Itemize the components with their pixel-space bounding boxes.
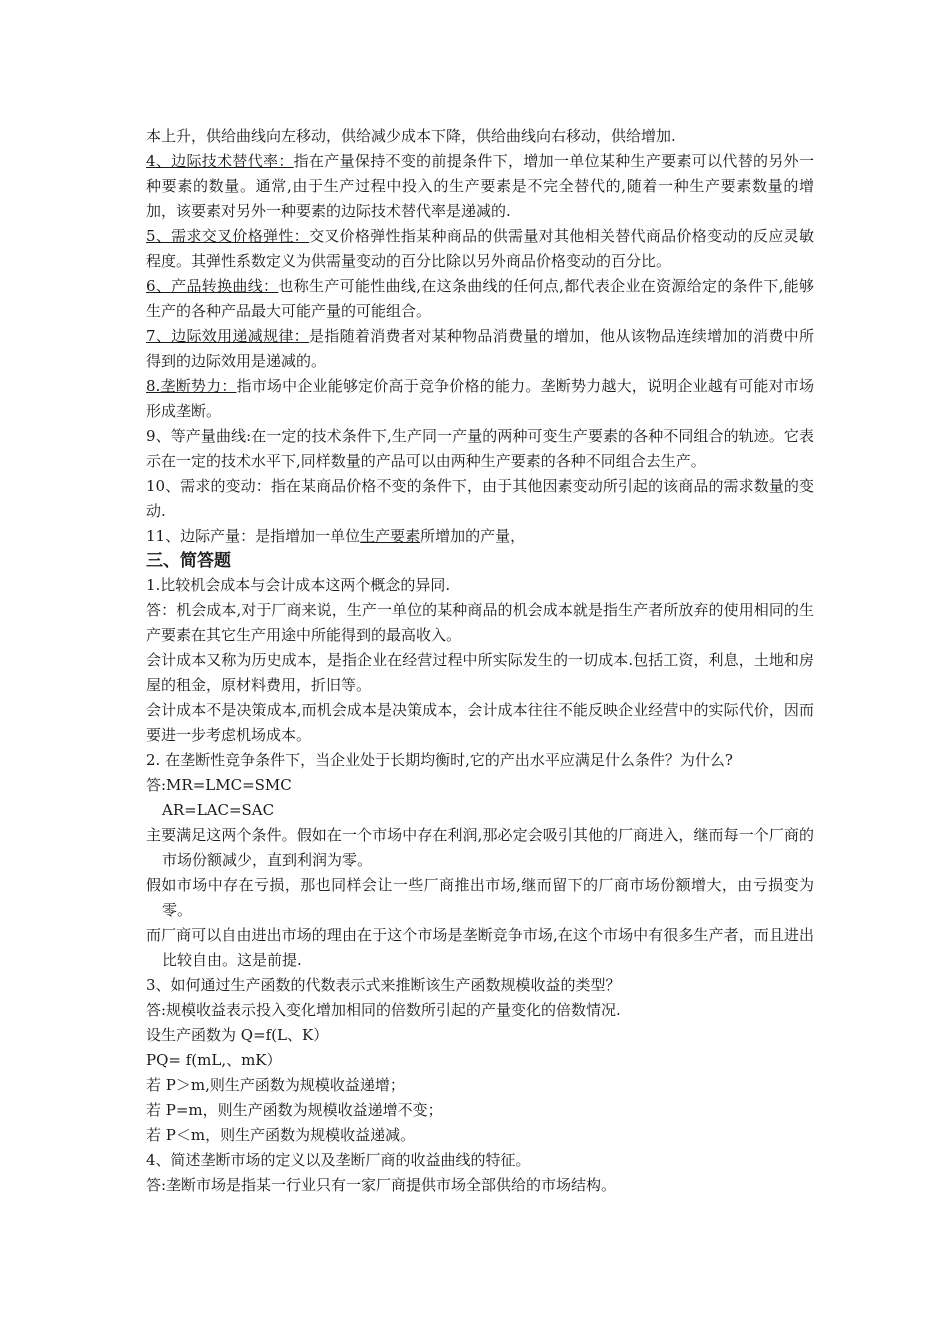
answer-3-part-4: 若 P＞m,则生产函数为规模收益递增； [146, 1076, 405, 1094]
definition-10: 10、需求的变动：指在某商品价格不变的条件下，由于其他因素变动所引起的该商品的需求数量的变动. [146, 477, 814, 520]
question-1: 1.比较机会成本与会计成本这两个概念的异同. [146, 576, 451, 594]
definition-9: 9、等产量曲线:在一定的技术条件下,生产同一产量的两种可变生产要素的各种不同组合的轨迹。它表示在一定的技术水平下,同样数量的产品可以由两种生产要素的各种不同组合去生产。 [146, 427, 814, 470]
answer-2-part-3: 而厂商可以自由进出市场的理由在于这个市场是垄断竞争市场,在这个市场中有很多生产者，而且进出比较自由。这是前提. [146, 926, 814, 969]
term-mrts: 4、边际技术替代率： [146, 152, 294, 170]
question-3: 3、如何通过生产函数的代数表示式来推断该生产函数规模收益的类型？ [146, 976, 621, 994]
definition-4-body: 指在产量保持不变的前提条件下，增加一单位某种生产要素可以代替的另外一种要素的数量。通常,由于生产过程中投入的生产要素是不完全替代的,随着一种生产要素数量的增加，该要素对另外一种要素的边际技术替代率是递减的. [146, 152, 814, 220]
definition-11 [146, 524, 814, 549]
definition-7-body: 是指随着消费者对某种物品消费量的增加，他从该物品连续增加的消费中所得到的边际效用是递减的。 [146, 327, 814, 370]
definition-5-body: 交叉价格弹性指某种商品的供需量对其他相关替代商品价格变动的反应灵敏程度。其弹性系数定义为供需量变动的百分比除以另外商品价格变动的百分比。 [146, 227, 814, 270]
definition-6 [146, 274, 814, 324]
definition-4 [146, 149, 814, 224]
paragraph-supply-shift: 本上升，供给曲线向左移动，供给减少成本下降，供给曲线向右移动，供给增加. [146, 127, 676, 145]
document-page [146, 124, 814, 1198]
definition-5 [146, 224, 814, 274]
link-factor-of-production[interactable]: 生产要素 [360, 527, 421, 545]
answer-1-part-2: 会计成本又称为历史成本，是指企业在经营过程中所实际发生的一切成本.包括工资，利息，土地和房屋的租金，原材料费用，折旧等。 [146, 651, 814, 694]
term-cross-elasticity: 5、需求交叉价格弹性： [146, 227, 309, 245]
question-4: 4、简述垄断市场的定义以及垄断厂商的收益曲线的特征。 [146, 1151, 531, 1169]
answer-2-part-2: 假如市场中存在亏损，那也同样会让一些厂商推出市场,继而留下的厂商市场份额增大，由亏损变为零。 [146, 876, 814, 919]
definition-8-body: 指市场中企业能够定价高于竞争价格的能力。垄断势力越大，说明企业越有可能对市场形成垄断。 [146, 377, 814, 420]
answer-2-equation-2: AR=LAC=SAC [162, 801, 275, 819]
question-2: 2. 在垄断性竞争条件下，当企业处于长期均衡时,它的产出水平应满足什么条件？为什么? [146, 751, 733, 769]
term-transformation-curve: 6、产品转换曲线： [146, 277, 279, 295]
answer-4-part-1: 答:垄断市场是指某一行业只有一家厂商提供市场全部供给的市场结构。 [146, 1176, 617, 1194]
term-diminishing-utility: 7、边际效用递减规律： [146, 327, 309, 345]
answer-3-part-3: PQ= f(mL,、mK） [146, 1051, 282, 1069]
definition-6-body: 也称生产可能性曲线,在这条曲线的任何点,都代表企业在资源给定的条件下,能够生产的各种产品最大可能产量的可能组合。 [146, 277, 814, 320]
answer-3-part-2: 设生产函数为 Q=f(L、K） [146, 1026, 329, 1044]
definition-7 [146, 324, 814, 374]
answer-3-part-6: 若 P＜m，则生产函数为规模收益递减。 [146, 1126, 416, 1144]
answer-1-part-3: 会计成本不是决策成本,而机会成本是决策成本，会计成本往往不能反映企业经营中的实际代价，因而要进一步考虑机场成本。 [146, 701, 814, 744]
definition-8 [146, 374, 814, 424]
definition-11-text: 11、边际产量：是指增加一单位 [146, 527, 361, 545]
answer-3-part-1: 答:规模收益表示投入变化增加相同的倍数所引起的产量变化的倍数情况. [146, 1001, 621, 1019]
answer-2-part-1: 主要满足这两个条件。假如在一个市场中存在利润,那必定会吸引其他的厂商进入，继而每一个厂商的市场份额减少，直到利润为零。 [146, 826, 814, 869]
answer-2-equation-1: 答:MR=LMC=SMC [146, 776, 292, 794]
answer-3-part-5: 若 P=m，则生产函数为规模收益递增不变； [146, 1101, 443, 1119]
term-monopoly-power: 8.垄断势力： [146, 377, 237, 395]
answer-1-part-1: 答：机会成本,对于厂商来说，生产一单位的某种商品的机会成本就是指生产者所放弃的使用相同的生产要素在其它生产用途中所能得到的最高收入。 [146, 601, 814, 644]
section-heading-short-answer: 三、简答题 [146, 551, 231, 571]
definition-11-text-end: 所增加的产量， [420, 527, 526, 545]
